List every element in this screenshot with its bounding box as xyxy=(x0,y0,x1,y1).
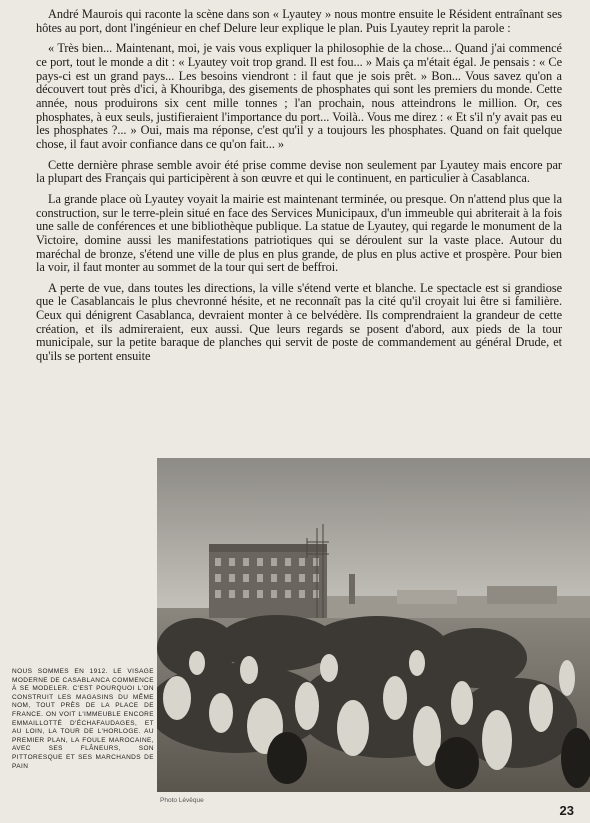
paragraph-devise: Cette dernière phrase semble avoir été prise comme devise non seulement par Lyautey mais encore par la plupart des Français qui participèrent à son œuvre et qui le continuent, en particulier à Casablanca. xyxy=(36,157,562,186)
historic-photo-casablanca-1912 xyxy=(157,458,590,792)
paragraph-intro: André Maurois qui raconte la scène dans son « Lyautey » nous montre ensuite le Résident entraînant ses hôtes au port, dont l'ingénieur en chef Delure leur explique le plan. Puis Lyautey reprit la parole : xyxy=(36,7,562,35)
photo-caption: NOUS SOMMES EN 1912. LE VISAGE MODERNE DE CASABLANCA COMMENCE À SE MODELER. C'EST POURQUOI L'ON CONSTRUIT LES MAGASINS DU MÊME NOM, TOUT PRÈS DE LA PLACE DE FRANCE. ON VOIT L'IMMEUBLE ENCORE EMMAILLOTTÉ D'ÉCHAFAUDAGES, ET AU LOIN, LA TOUR DE L'HORLOGE. AU PREMIER PLAN, LA FOULE MAROCAINE, AVEC SES FLÂNEURS, SON PITTORESQUE ET SES MARCHANDS DE PAIN xyxy=(12,668,154,770)
page-number: 23 xyxy=(559,803,574,818)
photo-credit: Photo Lévêque xyxy=(160,797,204,804)
article-text xyxy=(36,8,562,371)
paragraph-grande-place: La grande place où Lyautey voyait la mairie est maintenant terminée, ou presque. On n'attend plus que la construction, sur le terre-plein situé en face des Services Municipaux, d'un immeuble qui abriterait à la fois une salle de conférences et une bibliothèque publique. La statue de Lyautey, qui regarde le monument de la Victoire, domine aussi les manifestations patriotiques qui se déroulent sur la vaste place. Autour du maréchal de bronze, s'étend une ville de plus en plus grande, de plus en plus active et prospère. Pour bien la voir, il faut monter au sommet de la tour qui sert de beffroi. xyxy=(36,191,562,275)
paragraph-lyautey-quote: « Très bien... Maintenant, moi, je vais vous expliquer la philosophie de la chose... Quand j'ai commencé ce port, tout le monde a dit : « Lyautey voit trop grand. Il est fou... » Mais ça m'était égal. Je pensais : « Ce pays-ci est un grand pays... Les besoins viendront : il faut que je sois prêt. » Bon... Vous savez qu'on a découvert tout près d'ici, à Khouribga, des gisements de phosphates qui sont les premiers du monde. Cette année, nous produirons six cent mille tonnes ; l'an prochain, nous atteindrons le million. Or, ces phosphates, à eux seuls, justifieraient l'importance du port... Voilà.. Vous me direz : « Et s'il n'y avait pas eu les phosphates ?... » Oui, mais ma réponse, c'est qu'il y a toujours les phosphates. Quand on fait quelque chose, il faut avoir confiance dans ce qu'on fait... » xyxy=(36,41,562,151)
photo-illustration xyxy=(157,458,590,792)
paragraph-perte-de-vue: A perte de vue, dans toutes les directions, la ville s'étend verte et blanche. Le spectacle est si grandiose que le Casablancais le plus chevronné hésite, et ne reconnaît pas la cité qu'il croyait lui être si familière. Ceux qui dénigrent Casablanca, devraient monter à ce belvédère. Ils comprendraient la grandeur de cette création, et ils admireraient, eux aussi. Que leurs regards se posent d'abord, aux pieds de la tour municipale, sur la petite baraque de planches qui servit de poste de commandement au général Drude, et qu'ils se portent ensuite xyxy=(36,280,562,364)
